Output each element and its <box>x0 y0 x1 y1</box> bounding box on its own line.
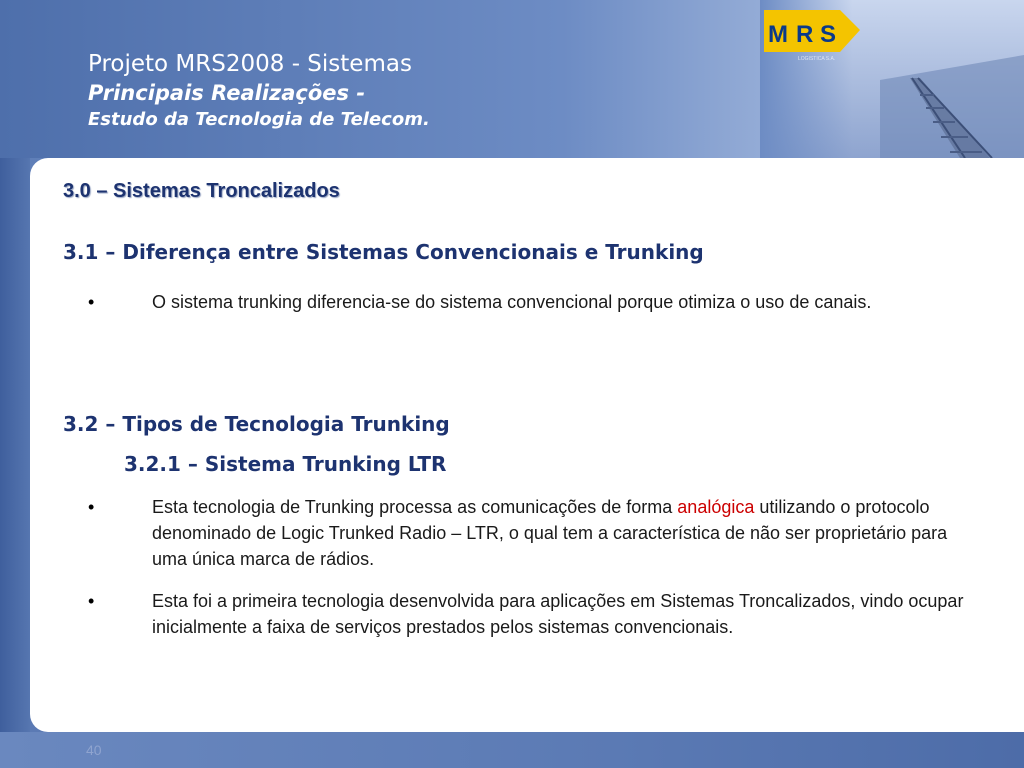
bullet-text: O sistema trunking diferencia-se do sistema convencional porque otimiza o uso de canais. <box>152 292 872 312</box>
bullet-text <box>152 494 972 572</box>
slide-title-block <box>88 50 430 133</box>
bullet-marker: • <box>88 591 95 611</box>
subsection-heading-3-2: 3.2 – Tipos de Tecnologia Trunking <box>63 412 450 436</box>
slide-title-line2: Principais Realizações - <box>88 81 366 105</box>
slide-title-line3: Estudo da Tecnologia de Telecom. <box>88 109 430 130</box>
logo-letter-m: M <box>768 21 788 48</box>
logo-tagline: LOGISTICA S.A. <box>798 56 836 62</box>
bullet-marker: • <box>88 292 95 312</box>
logo-letter-s: S <box>820 21 837 48</box>
section-heading: 3.0 – Sistemas Troncalizados <box>63 180 340 202</box>
bullet-text-post: utilizando o protocolo denominado de Logic Trunked Radio – LTR, o qual tem a característica de não ser proprietário para uma única marca de rádios. <box>152 497 948 569</box>
bullet-text-pre: Esta tecnologia de Trunking processa as comunicações de forma <box>152 497 678 517</box>
mrs-logo <box>760 8 864 62</box>
bullet-marker: • <box>88 497 95 517</box>
bullet-text: Esta foi a primeira tecnologia desenvolvida para aplicações em Sistemas Troncalizados, vindo ocupar inicialmente a faixa de serviços prestados pelos sistemas convencionais. <box>152 591 964 637</box>
subsection-heading-3-1: 3.1 – Diferença entre Sistemas Convencionais e Trunking <box>63 240 704 264</box>
left-frame-bar <box>0 158 30 732</box>
bottom-frame-bar <box>0 732 1024 768</box>
highlight-text: analógica <box>677 497 755 517</box>
slide-title-line1: Projeto MRS2008 - Sistemas <box>88 51 412 77</box>
subsection-heading-3-2-1: 3.2.1 – Sistema Trunking LTR <box>124 452 447 476</box>
logo-letter-r: R <box>796 21 814 48</box>
page-number: 40 <box>86 742 102 758</box>
